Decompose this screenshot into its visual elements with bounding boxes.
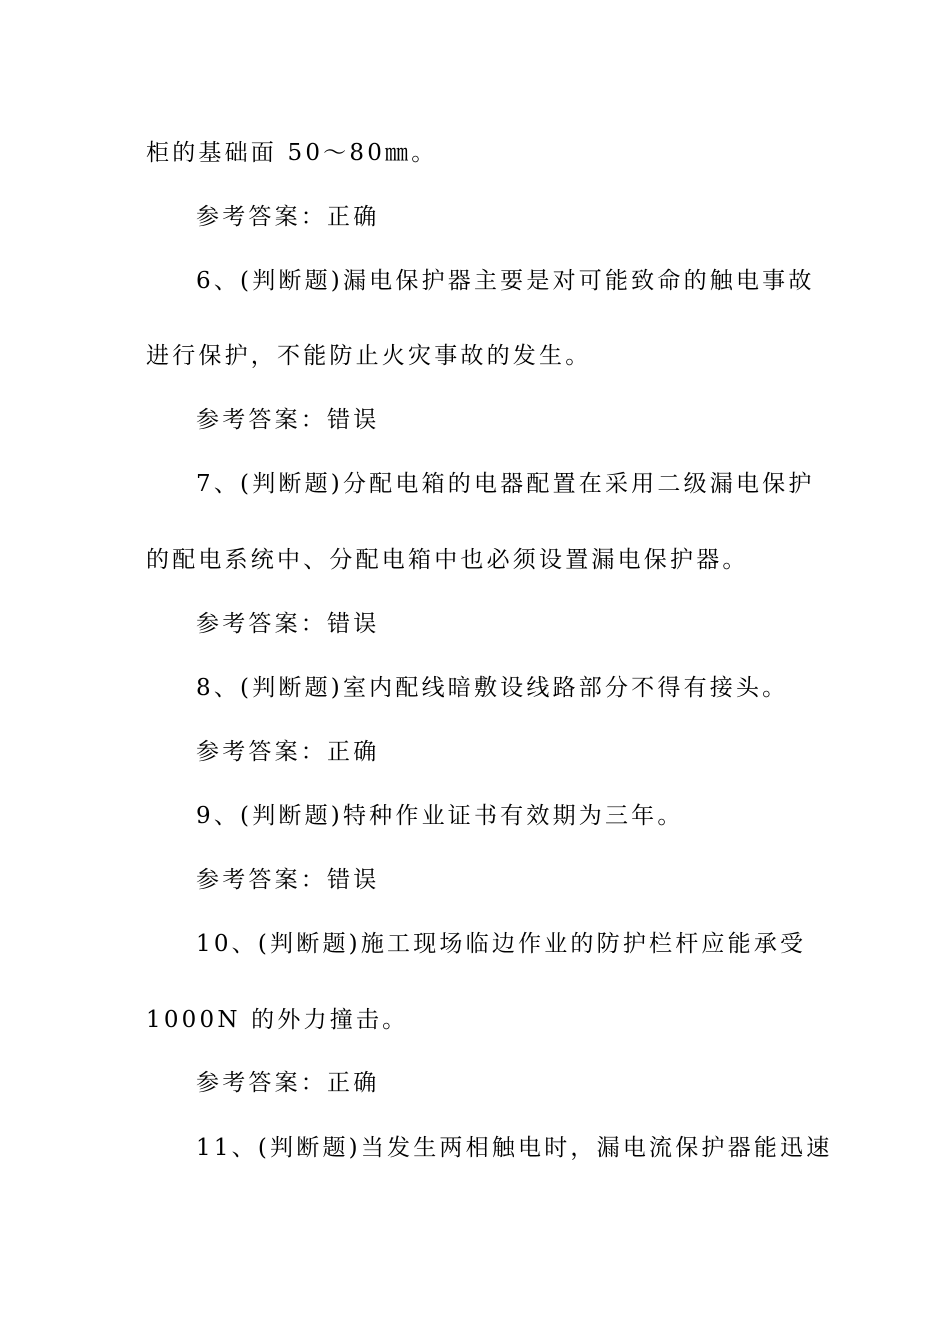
question-5-text-end: 柜的基础面 50～80㎜。 [146,140,438,166]
answer-5: 参考答案：正确 [196,204,380,230]
question-8-text: 8、(判断题)室内配线暗敷设线路部分不得有接头。 [196,675,789,701]
answer-6: 参考答案：错误 [196,407,380,433]
question-6-text-cont: 进行保护，不能防止火灾事故的发生。 [146,343,592,369]
answer-8: 参考答案：正确 [196,739,380,765]
question-10-text-cont: 1000N 的外力撞击。 [146,1007,409,1033]
question-7-text-cont: 的配电系统中、分配电箱中也必须设置漏电保护器。 [146,547,749,573]
answer-9: 参考答案：错误 [196,867,380,893]
answer-10: 参考答案：正确 [196,1070,380,1096]
question-9-text: 9、(判断题)特种作业证书有效期为三年。 [196,803,684,829]
question-10-text: 10、(判断题)施工现场临边作业的防护栏杆应能承受 [196,931,807,957]
question-7-text: 7、(判断题)分配电箱的电器配置在采用二级漏电保护 [196,471,815,497]
question-6-text: 6、(判断题)漏电保护器主要是对可能致命的触电事故 [196,268,815,294]
answer-7: 参考答案：错误 [196,611,380,637]
question-11-text: 11、(判断题)当发生两相触电时，漏电流保护器能迅速 [196,1135,833,1161]
